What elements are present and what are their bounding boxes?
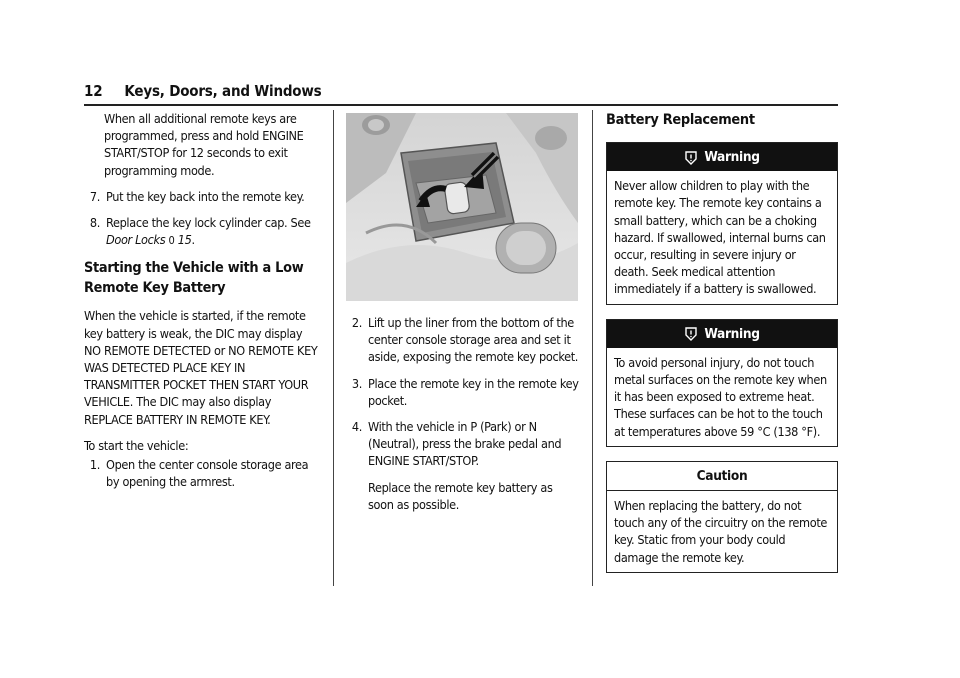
step-number: 3. — [351, 375, 362, 391]
warning-title: Warning — [704, 149, 760, 165]
body-paragraph: When the vehicle is started, if the remote key battery is weak, the DIC may display NO REMOTE DETECTED or NO REMOTE KEY WAS DETECTED PLACE KEY IN TRANSMITTER POCKET THEN START YOUR VEHICLE. The DIC may also display REPLACE BATTERY IN REMOTE KEY. — [84, 308, 318, 427]
page-ref-arrow-icon: 0 — [168, 234, 175, 248]
caution-box — [606, 461, 838, 573]
warning-header — [607, 143, 837, 171]
page-header — [84, 82, 838, 100]
step-7 — [84, 188, 322, 205]
step-text: Put the key back into the remote key. — [106, 188, 305, 204]
step-number: 1. — [89, 457, 100, 473]
column-divider — [333, 110, 334, 586]
caution-header — [607, 462, 837, 491]
step-text: Place the remote key in the remote key pocket. — [368, 375, 579, 408]
warning-icon — [684, 327, 698, 341]
step-text: Lift up the liner from the bottom of the center console storage area and set it aside, exposing the remote key pocket. — [368, 315, 579, 365]
step-4 — [346, 418, 580, 470]
warning-box-1 — [606, 142, 838, 305]
section-title: Keys, Doors, and Windows — [124, 82, 322, 100]
caution-text: When replacing the battery, do not touch any of the circuitry on the remote key. Static from your body could damage the remote key. — [614, 498, 828, 565]
continued-text: When all additional remote keys are programmed, press and hold ENGINE START/STOP for 12 seconds to exit programming mode. — [104, 111, 304, 178]
warning-header — [607, 320, 837, 348]
center-console-illustration — [346, 113, 578, 301]
warning-icon — [684, 151, 698, 165]
section-heading: Starting the Vehicle with a Low Remote Key Battery — [84, 260, 304, 297]
page-number: 12 — [84, 82, 103, 100]
step-2 — [346, 314, 580, 366]
step-number: 2. — [351, 315, 362, 330]
warning-box-2 — [606, 319, 838, 447]
column-3 — [606, 110, 838, 587]
step-number: 8. — [89, 215, 100, 231]
to-start-text: To start the vehicle: — [84, 437, 189, 453]
step-text: Replace the key lock cylinder cap. See — [106, 215, 311, 231]
step-3 — [346, 375, 580, 409]
warning-text: Never allow children to play with the remote key. The remote key contains a small battery, which can be a choking hazard. If swallowed, internal burns can occur, resulting in severe injury or death. Seek medical attention immediately if a battery is swallowed. — [614, 178, 826, 297]
column-2 — [346, 110, 580, 522]
section-heading: Battery Replacement — [606, 112, 755, 128]
step-text: Open the center console storage area by opening the armrest. — [106, 457, 309, 490]
step-number: 7. — [89, 188, 100, 204]
header-rule — [84, 104, 838, 106]
step-8 — [84, 214, 322, 249]
step-text: With the vehicle in P (Park) or N (Neutral), press the brake pedal and ENGINE START/STOP. — [368, 419, 562, 469]
step-number: 4. — [351, 419, 362, 435]
caution-title: Caution — [696, 467, 748, 484]
column-1 — [84, 110, 322, 499]
warning-text: To avoid personal injury, do not touch metal surfaces on the remote key when it has been exposed to extreme heat. These surfaces can be hot to the touch at temperatures above 59 °C (138 °F). — [614, 354, 827, 439]
xref-door-locks[interactable]: Door Locks — [106, 232, 166, 248]
step-text-wrap: Replace the key lock cylinder cap. See Door Locks 0 15. — [106, 215, 311, 248]
column-divider — [592, 110, 593, 586]
step-note: Replace the remote key battery as soon as possible. — [368, 479, 553, 512]
warning-title: Warning — [704, 325, 760, 342]
step-1 — [84, 456, 322, 490]
xref-page[interactable]: 15 — [177, 232, 192, 248]
